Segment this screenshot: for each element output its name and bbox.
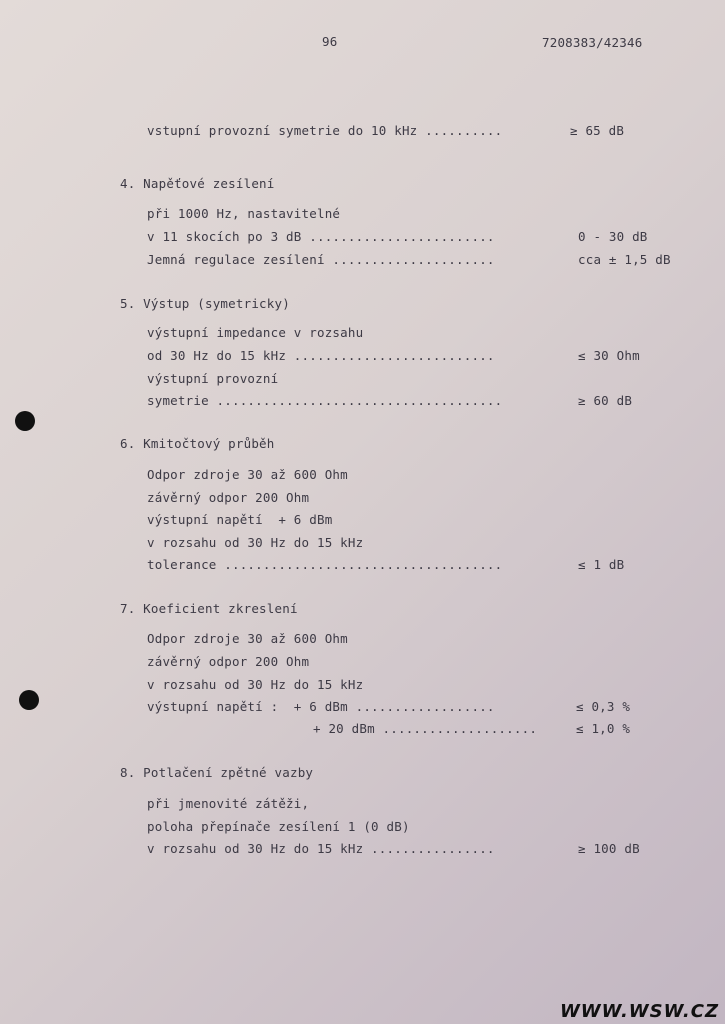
spec-value: cca ± 1,5 dB (578, 252, 671, 267)
spec-value: 0 - 30 dB (578, 229, 648, 244)
spec-value: ≥ 65 dB (570, 123, 625, 138)
section-heading: 5. Výstup (symetricky) (120, 296, 290, 311)
spec-line: vstupní provozní symetrie do 10 kHz .......... (147, 123, 503, 138)
section-heading: 7. Koeficient zkreslení (120, 601, 298, 616)
spec-line: závěrný odpor 200 Ohm (147, 490, 310, 505)
document-reference: 7208383/42346 (542, 35, 643, 50)
section-heading: 4. Napěťové zesílení (120, 176, 275, 191)
spec-line: závěrný odpor 200 Ohm (147, 654, 310, 669)
spec-line: od 30 Hz do 15 kHz .......................... (147, 348, 495, 363)
spec-line: výstupní impedance v rozsahu (147, 325, 364, 340)
spec-line: v rozsahu od 30 Hz do 15 kHz (147, 535, 364, 550)
spec-line: v 11 skocích po 3 dB ........................ (147, 229, 495, 244)
spec-value: ≤ 1,0 % (576, 721, 631, 736)
spec-line: při 1000 Hz, nastavitelné (147, 206, 341, 221)
section-heading: 6. Kmitočtový průběh (120, 436, 275, 451)
spec-line: symetrie ..................................... (147, 393, 503, 408)
punch-hole (19, 690, 39, 710)
spec-line: + 20 dBm .................... (313, 721, 538, 736)
spec-value: ≤ 0,3 % (576, 699, 631, 714)
page-number: 96 (322, 34, 338, 49)
spec-line: v rozsahu od 30 Hz do 15 kHz ................ (147, 841, 495, 856)
spec-line: výstupní provozní (147, 371, 279, 386)
spec-value: ≥ 100 dB (578, 841, 640, 856)
spec-line: výstupní napětí + 6 dBm (147, 512, 333, 527)
spec-value: ≤ 30 Ohm (578, 348, 640, 363)
spec-line: tolerance .................................... (147, 557, 503, 572)
spec-line: výstupní napětí : + 6 dBm .................. (147, 699, 495, 714)
spec-value: ≤ 1 dB (578, 557, 625, 572)
section-heading: 8. Potlačení zpětné vazby (120, 765, 314, 780)
spec-line: Odpor zdroje 30 až 600 Ohm (147, 467, 348, 482)
website-watermark: WWW.WSW.CZ (559, 1001, 719, 1022)
spec-line: Odpor zdroje 30 až 600 Ohm (147, 631, 348, 646)
spec-line: poloha přepínače zesílení 1 (0 dB) (147, 819, 410, 834)
spec-line: Jemná regulace zesílení ..................... (147, 252, 495, 267)
punch-hole (15, 411, 35, 431)
spec-line: při jmenovité zátěži, (147, 796, 310, 811)
spec-line: v rozsahu od 30 Hz do 15 kHz (147, 677, 364, 692)
spec-value: ≥ 60 dB (578, 393, 633, 408)
